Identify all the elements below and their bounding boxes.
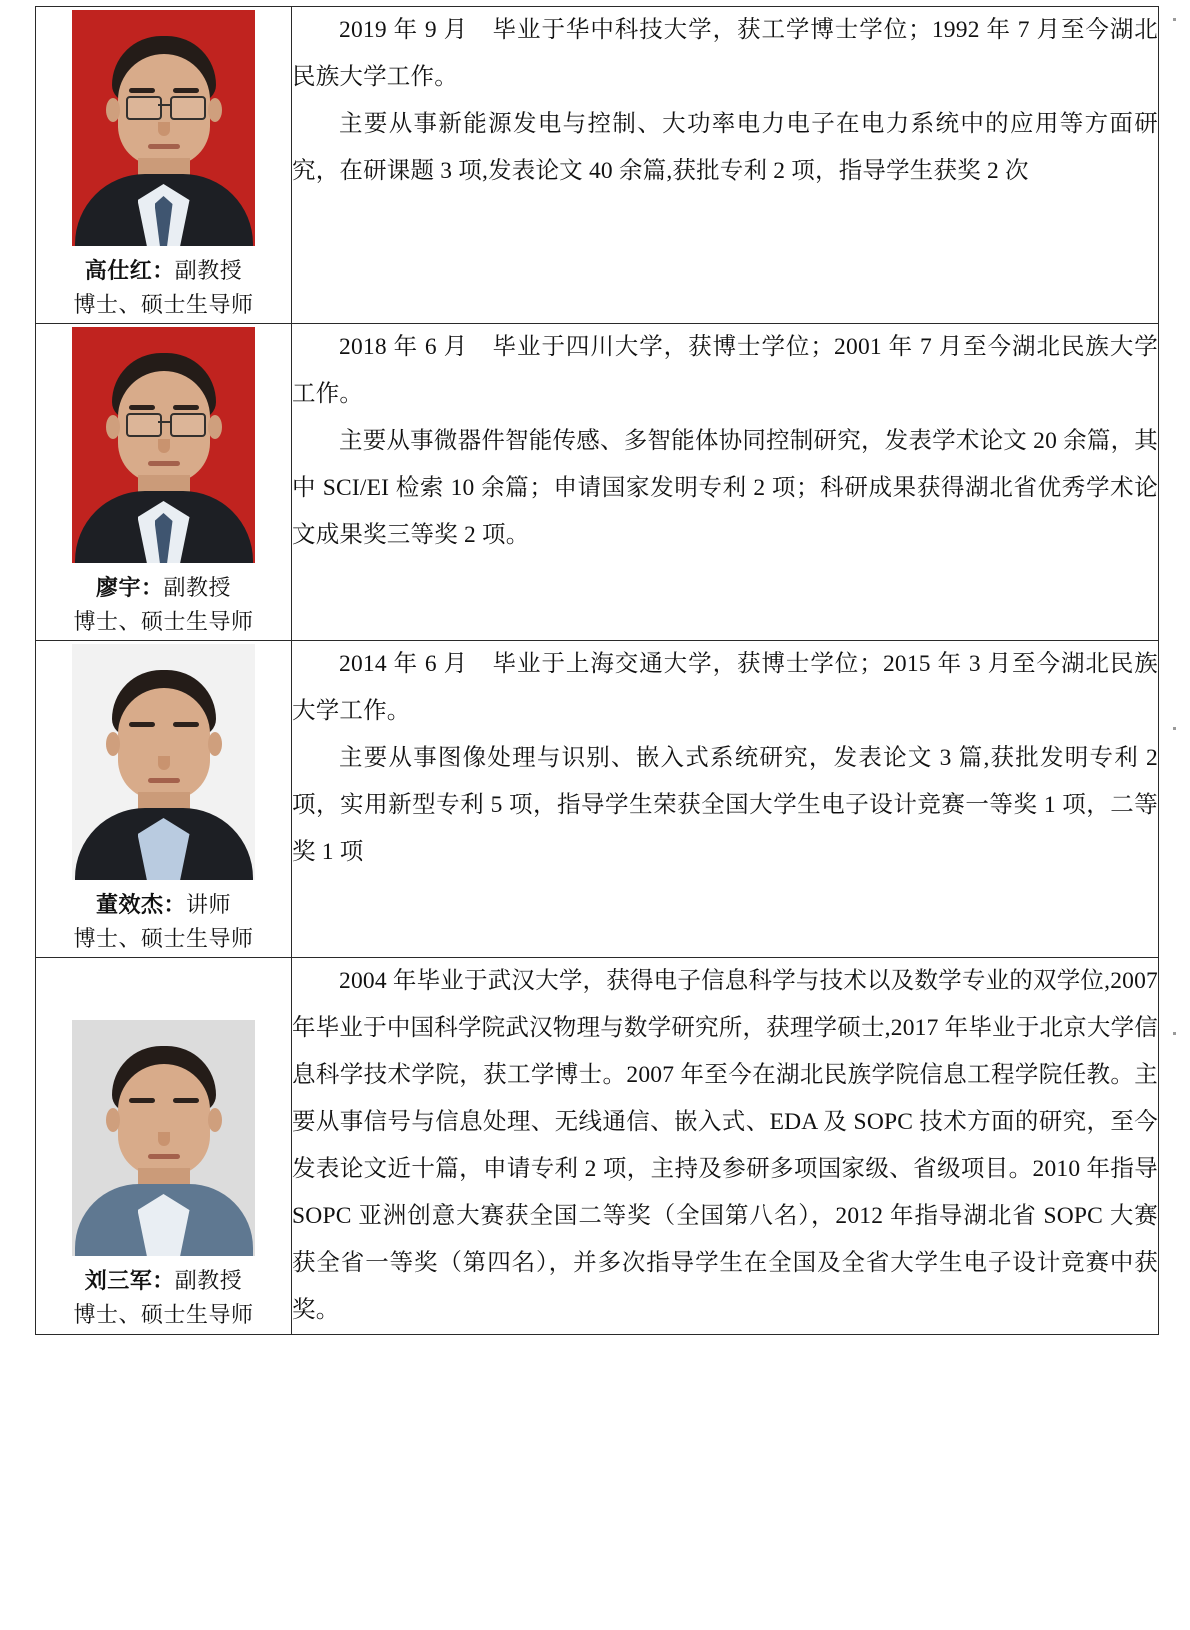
name-separator: ： — [163, 893, 186, 918]
bio-cell — [292, 641, 1159, 958]
photo-cell — [36, 958, 292, 1335]
person-name: 董效杰 — [95, 893, 164, 918]
bio-paragraph: 2019 年 9 月 毕业于华中科技大学，获工学博士学位；1992 年 7 月至今湖北民族大学工作。 — [292, 17, 1158, 90]
person-title: 副教授 — [174, 1268, 243, 1293]
person-name-title — [36, 888, 291, 923]
bio-paragraph: 2004 年毕业于武汉大学，获得电子信息科学与技术以及数学专业的双学位,2007 年毕业于中国科学院武汉物理与数学研究所，获理学硕士,2017 年毕业于北京大学信息科学技术学院，获工学博士。2007 年至今在湖北民族学院信息工程学院任教。主要从事信号与信息处理、无线通信、嵌入式、EDA 及 SOPC 技术方面的研究，至今发表论文近十篇，申请专利 2 项，主持及参研多项国家级、省级项目。2010 年指导 SOPC 亚洲创意大赛获全国二等奖（全国第八名），2012 年指导湖北省 SOPC 大赛获全省一等奖（第四名），并多次指导学生在全国及全省大学生电子设计竞赛中获奖。 — [292, 968, 1158, 1323]
photo-cell — [36, 641, 292, 958]
portrait-photo — [72, 644, 255, 880]
name-separator: ： — [152, 1269, 175, 1294]
table-row — [36, 641, 1159, 958]
person-title: 讲师 — [186, 892, 232, 917]
portrait-photo — [72, 10, 255, 246]
bio-cell — [292, 324, 1159, 641]
bio-paragraph: 2018 年 6 月 毕业于四川大学，获博士学位；2001 年 7 月至今湖北民族大学工作。 — [292, 334, 1158, 407]
page-edge-mark — [1173, 18, 1176, 21]
person-name: 高仕红 — [84, 259, 153, 284]
faculty-table — [35, 6, 1159, 1335]
person-name: 刘三军 — [84, 1269, 153, 1294]
table-row — [36, 7, 1159, 324]
bio-paragraph: 主要从事图像处理与识别、嵌入式系统研究，发表论文 3 篇,获批发明专利 2 项，实用新型专利 5 项，指导学生荣获全国大学生电子设计竞赛一等奖 1 项，二等奖 1 项 — [292, 745, 1158, 865]
page-edge-mark — [1173, 727, 1176, 730]
bio-cell — [292, 958, 1159, 1335]
table-row — [36, 958, 1159, 1335]
name-separator: ： — [152, 259, 175, 284]
bio-paragraph: 2014 年 6 月 毕业于上海交通大学，获博士学位；2015 年 3 月至今湖北民族大学工作。 — [292, 651, 1158, 724]
bio-paragraph: 主要从事新能源发电与控制、大功率电力电子在电力系统中的应用等方面研究，在研课题 3 项,发表论文 40 余篇,获批专利 2 项，指导学生获奖 2 次 — [292, 111, 1158, 184]
person-name-title — [36, 254, 291, 289]
person-credential: 博士、硕士生导师 — [73, 1302, 254, 1327]
photo-cell — [36, 7, 292, 324]
name-separator: ： — [140, 576, 164, 601]
page-edge-mark — [1173, 1032, 1176, 1035]
portrait-photo — [72, 327, 255, 563]
person-credential: 博士、硕士生导师 — [73, 926, 254, 951]
person-name-title — [36, 571, 291, 606]
portrait-photo — [72, 1020, 255, 1256]
person-name-title — [36, 1264, 291, 1299]
person-title: 副教授 — [163, 575, 232, 600]
bio-paragraph: 主要从事微器件智能传感、多智能体协同控制研究，发表学术论文 20 余篇，其中 SCI/EI 检索 10 余篇；申请国家发明专利 2 项；科研成果获得湖北省优秀学术论文成果奖三等奖 2 项。 — [292, 428, 1158, 548]
photo-cell — [36, 324, 292, 641]
person-credential: 博士、硕士生导师 — [73, 292, 254, 317]
person-name: 廖宇 — [95, 576, 141, 601]
person-credential: 博士、硕士生导师 — [73, 609, 254, 634]
bio-cell — [292, 7, 1159, 324]
table-row — [36, 324, 1159, 641]
person-title: 副教授 — [174, 258, 243, 283]
